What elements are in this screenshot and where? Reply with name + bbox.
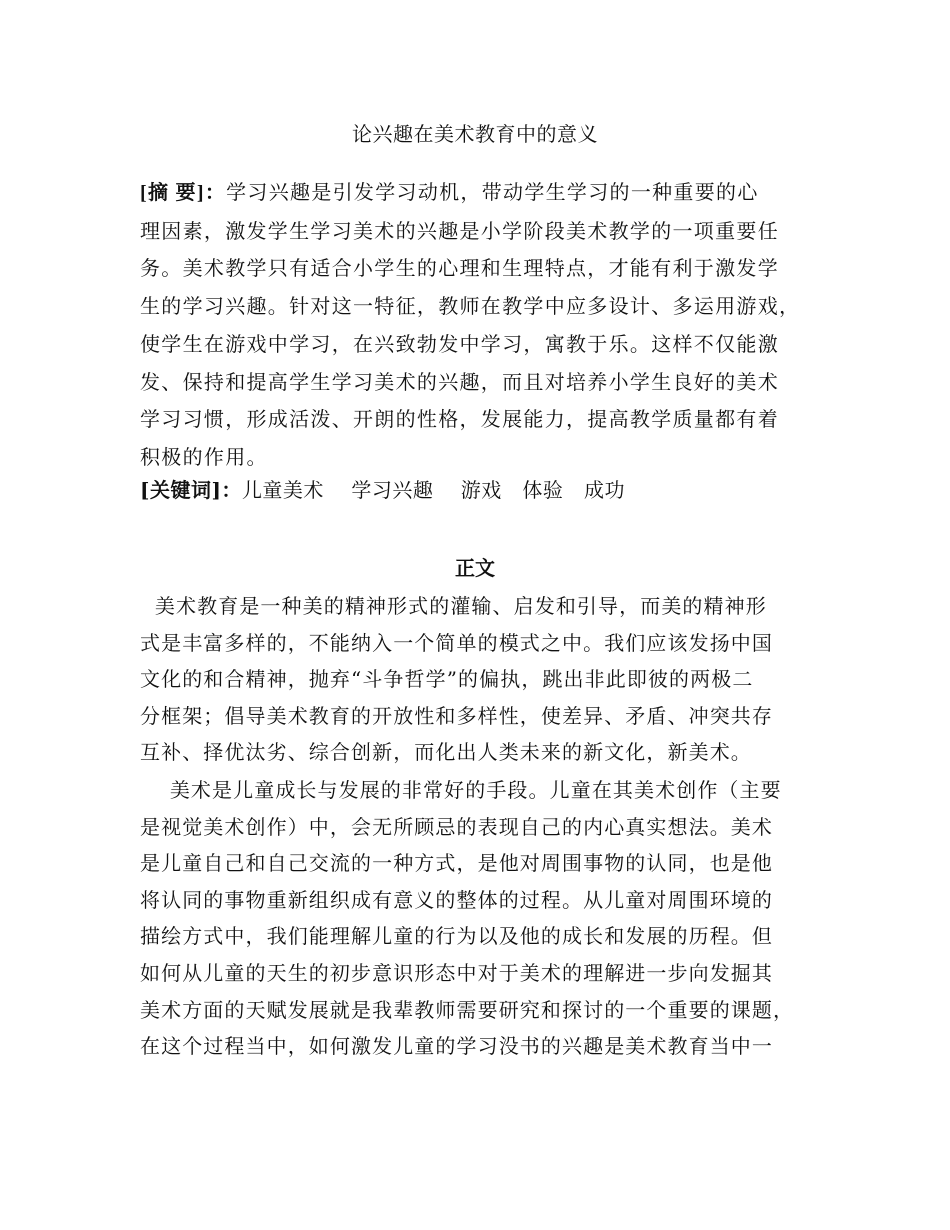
- keywords-text: 儿童美术 学习兴趣 游戏 体验 成功: [241, 478, 625, 502]
- paragraph-line: 美术教育是一种美的精神形式的灌输、启发和引导，而美的精神形: [140, 594, 767, 618]
- abstract-line: 使学生在游戏中学习，在兴致勃发中学习，寓教于乐。这样不仅能激: [140, 331, 779, 356]
- abstract-line: 积极的作用。: [140, 444, 268, 469]
- keywords-block: [140, 474, 820, 506]
- paragraph-line: 互补、择优汰劣、综合创新，而化出人类未来的新文化，新美术。: [140, 740, 752, 765]
- body-paragraph: [140, 772, 818, 1065]
- paragraph-line: 美术是儿童成长与发展的非常好的手段。儿童在其美术创作（主要: [140, 778, 782, 802]
- paragraph-line: 将认同的事物重新组织成有意义的整体的过程。从儿童对周围环境的: [140, 887, 773, 912]
- abstract-line: 学习兴趣是引发学习动机，带动学生学习的一种重要的心: [226, 180, 759, 204]
- abstract-line: 生的学习兴趣。针对这一特征，教师在教学中应多设计、多运用游戏，: [140, 294, 801, 319]
- abstract-line: 学习习惯，形成活泼、开朗的性格，发展能力，提高教学质量都有着: [140, 407, 779, 432]
- body-paragraph: [140, 588, 818, 771]
- abstract-line: 理因素，激发学生学习美术的兴趣是小学阶段美术教学的一项重要任: [140, 218, 779, 243]
- paragraph-line: 在这个过程当中，如何激发儿童的学习没书的兴趣是美术教育当中一: [140, 1034, 773, 1059]
- abstract-line: 发、保持和提高学生学习美术的兴趣，而且对培养小学生良好的美术: [140, 369, 779, 394]
- section-title: 正文: [455, 556, 495, 580]
- paragraph-line: 如何从儿童的天生的初步意识形态中对于美术的理解进一步向发掘其: [140, 960, 773, 985]
- paragraph-line: 是儿童自己和自己交流的一种方式，是他对周围事物的认同，也是他: [140, 851, 773, 876]
- keywords-label: [关键词]：: [140, 478, 242, 502]
- abstract-line: 务。美术教学只有适合小学生的心理和生理特点，才能有利于激发学: [140, 256, 779, 281]
- paragraph-line: 分框架；倡导美术教育的开放性和多样性，使差异、矛盾、冲突共存: [140, 703, 773, 728]
- document-title: 论兴趣在美术教育中的意义: [352, 122, 598, 146]
- paragraph-line: 是视觉美术创作）中，会无所顾忌的表现自己的内心真实想法。美术: [140, 814, 773, 839]
- abstract-block: [140, 174, 820, 477]
- abstract-label: [摘 要]：: [140, 182, 227, 204]
- paragraph-line: 描绘方式中，我们能理解儿童的行为以及他的成长和发展的历程。但: [140, 924, 773, 949]
- paragraph-line: 美术方面的天赋发展就是我辈教师需要研究和探讨的一个重要的课题，: [140, 997, 795, 1022]
- paragraph-line: 式是丰富多样的，不能纳入一个简单的模式之中。我们应该发扬中国: [140, 630, 773, 655]
- paragraph-line: 文化的和合精神，抛弃“斗争哲学”的偏执，跳出非此即彼的两极二: [140, 667, 754, 692]
